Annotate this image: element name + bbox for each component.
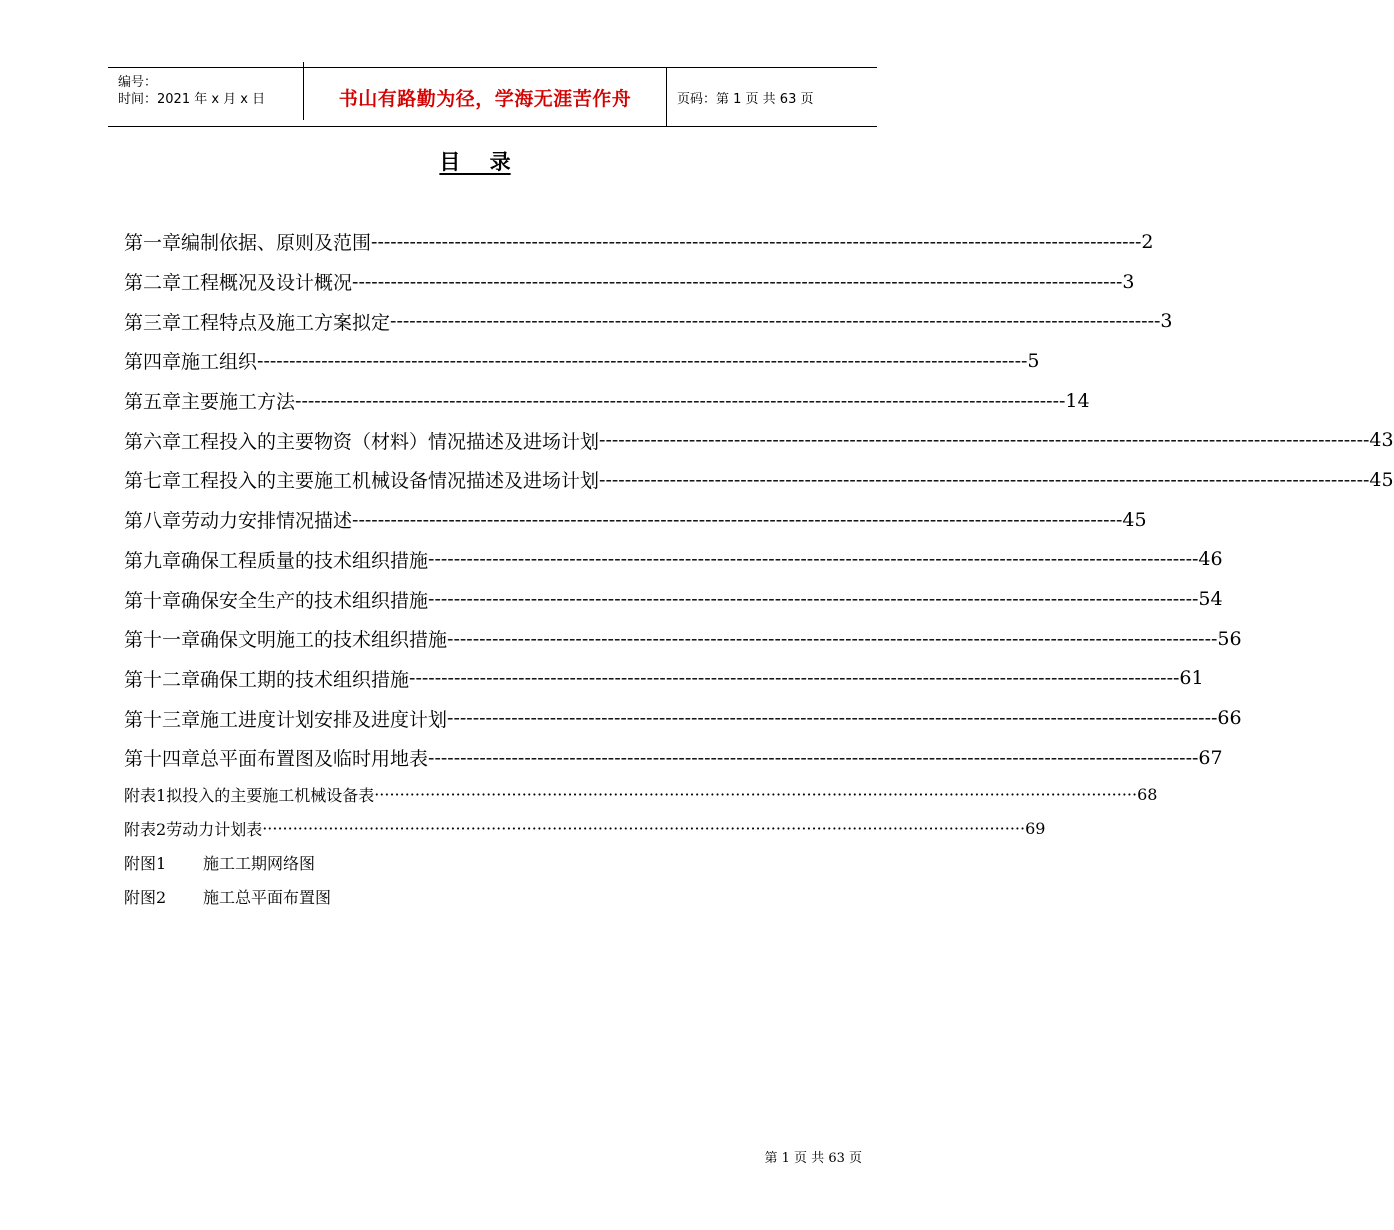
appendix-label: 附表2 xyxy=(124,820,167,840)
toc-chapter: 第八章 xyxy=(124,510,182,533)
toc-leader: ------------------------------------------------------------------------------------------------------------------------ xyxy=(390,310,1161,333)
toc-page-number: 2 xyxy=(1141,230,1154,253)
header-motto-cell xyxy=(304,68,667,126)
page-footer: 第 1 页 共 63 页 xyxy=(764,1151,862,1166)
toc-chapter: 第九章 xyxy=(124,549,182,572)
toc-chapter: 第二章 xyxy=(124,272,182,295)
toc-page-number: 45 xyxy=(1122,508,1147,531)
toc-page-number: 61 xyxy=(1179,667,1204,690)
toc-entry-title: 确保工程质量的技术组织措施 xyxy=(181,549,429,572)
appendix-title: 施工工期网络图 xyxy=(203,854,316,874)
toc-page-number: 3 xyxy=(1160,310,1173,333)
toc-entry[interactable] xyxy=(124,540,1223,580)
toc-page-number: 56 xyxy=(1217,627,1242,650)
toc-leader: ------------------------------------------------------------------------------------------------------------------------ xyxy=(371,230,1142,253)
toc-entry[interactable] xyxy=(124,301,1173,341)
appendix-leader: ······················································································································································ xyxy=(374,785,1138,805)
toc-entry[interactable] xyxy=(124,262,1135,302)
toc-entry-title: 总平面布置图及临时用地表 xyxy=(200,748,429,771)
appendix-title: 劳动力计划表 xyxy=(166,820,263,840)
appendix-title: 施工总平面布置图 xyxy=(203,888,332,908)
toc-chapter: 第十一章 xyxy=(124,629,201,652)
document-date: 时间：2021 年 x 月 x 日 xyxy=(118,92,266,107)
toc-entry-title: 编制依据、原则及范围 xyxy=(181,232,372,255)
toc-entry[interactable] xyxy=(124,460,1394,500)
toc-entry[interactable] xyxy=(124,738,1223,778)
toc-title: 目 录 xyxy=(439,150,511,174)
page-header xyxy=(108,67,877,127)
appendix-label: 附图1 xyxy=(124,854,167,874)
toc-page-number: 67 xyxy=(1198,746,1223,769)
toc-leader: ------------------------------------------------------------------------------------------------------------------------ xyxy=(599,429,1370,452)
appendix-entry[interactable] xyxy=(124,778,1158,812)
toc-chapter: 第十四章 xyxy=(124,748,201,771)
toc-entry-title: 施工进度计划安排及进度计划 xyxy=(200,708,448,731)
toc-entry[interactable] xyxy=(124,698,1242,738)
appendix-title: 拟投入的主要施工机械设备表 xyxy=(166,786,375,806)
toc-chapter: 第三章 xyxy=(124,311,182,334)
header-page-cell xyxy=(667,68,877,126)
appendix-entry[interactable] xyxy=(124,812,1046,846)
toc-chapter: 第一章 xyxy=(124,232,182,255)
toc-entry[interactable] xyxy=(124,619,1242,659)
toc-chapter: 第四章 xyxy=(124,351,182,374)
toc-chapter: 第十三章 xyxy=(124,708,201,731)
appendix-entry[interactable] xyxy=(124,846,824,880)
toc-entry-title: 确保工期的技术组织措施 xyxy=(200,668,410,691)
toc-page-number: 14 xyxy=(1065,389,1090,412)
toc-leader: ------------------------------------------------------------------------------------------------------------------------ xyxy=(257,349,1028,372)
toc-leader: ------------------------------------------------------------------------------------------------------------------------ xyxy=(428,746,1199,769)
appendix-label: 附图2 xyxy=(124,888,167,908)
toc-leader: ------------------------------------------------------------------------------------------------------------------------ xyxy=(428,548,1199,571)
toc-page-number: 46 xyxy=(1198,548,1223,571)
toc-entry-title: 确保文明施工的技术组织措施 xyxy=(200,629,448,652)
header-motto: 书山有路勤为径，学海无涯苦作舟 xyxy=(338,87,632,110)
toc-chapter: 第十二章 xyxy=(124,668,201,691)
toc-entry-title: 施工组织 xyxy=(181,351,258,374)
table-of-contents xyxy=(124,222,1394,914)
toc-entry[interactable] xyxy=(124,579,1223,619)
toc-page-number: 3 xyxy=(1122,270,1135,293)
toc-page-number: 54 xyxy=(1198,588,1223,611)
document-number: 编号： xyxy=(118,75,158,90)
toc-entry[interactable] xyxy=(124,381,1090,421)
appendix-label: 附表1 xyxy=(124,786,167,806)
toc-entry-title: 主要施工方法 xyxy=(181,391,296,414)
toc-leader: ------------------------------------------------------------------------------------------------------------------------ xyxy=(295,389,1066,412)
toc-leader: ------------------------------------------------------------------------------------------------------------------------ xyxy=(428,588,1199,611)
toc-page-number: 45 xyxy=(1369,468,1394,491)
toc-entry-title: 工程投入的主要施工机械设备情况描述及进场计划 xyxy=(181,470,600,493)
toc-entry[interactable] xyxy=(124,659,1204,699)
toc-entry-title: 确保安全生产的技术组织措施 xyxy=(181,589,429,612)
toc-entry[interactable] xyxy=(124,222,1154,262)
toc-chapter: 第十章 xyxy=(124,589,182,612)
toc-leader: ------------------------------------------------------------------------------------------------------------------------ xyxy=(352,270,1123,293)
header-page-number: 页码：第 1 页 共 63 页 xyxy=(677,91,814,107)
toc-title-wrap xyxy=(0,146,950,176)
toc-page-number: 66 xyxy=(1217,707,1242,730)
toc-entry[interactable] xyxy=(124,420,1394,460)
toc-leader: ------------------------------------------------------------------------------------------------------------------------ xyxy=(599,468,1370,491)
appendix-page-number: 68 xyxy=(1137,785,1158,805)
toc-entry-title: 工程投入的主要物资（材料）情况描述及进场计划 xyxy=(181,430,600,453)
toc-entry-title: 工程特点及施工方案拟定 xyxy=(181,311,391,334)
header-info xyxy=(108,62,304,120)
toc-chapter: 第五章 xyxy=(124,391,182,414)
toc-entry-title: 劳动力安排情况描述 xyxy=(181,510,353,533)
toc-leader: ------------------------------------------------------------------------------------------------------------------------ xyxy=(447,707,1218,730)
appendix-leader: ······················································································································································ xyxy=(262,819,1026,839)
toc-entry-title: 工程概况及设计概况 xyxy=(181,272,353,295)
toc-entry[interactable] xyxy=(124,341,1040,381)
toc-page-number: 5 xyxy=(1027,349,1040,372)
toc-leader: ------------------------------------------------------------------------------------------------------------------------ xyxy=(352,508,1123,531)
toc-chapter: 第六章 xyxy=(124,430,182,453)
toc-leader: ------------------------------------------------------------------------------------------------------------------------ xyxy=(409,667,1180,690)
toc-chapter: 第七章 xyxy=(124,470,182,493)
toc-page-number: 43 xyxy=(1369,429,1394,452)
toc-leader: ------------------------------------------------------------------------------------------------------------------------ xyxy=(447,627,1218,650)
appendix-page-number: 69 xyxy=(1025,819,1046,839)
appendix-entry[interactable] xyxy=(124,880,824,914)
toc-entry[interactable] xyxy=(124,500,1147,540)
